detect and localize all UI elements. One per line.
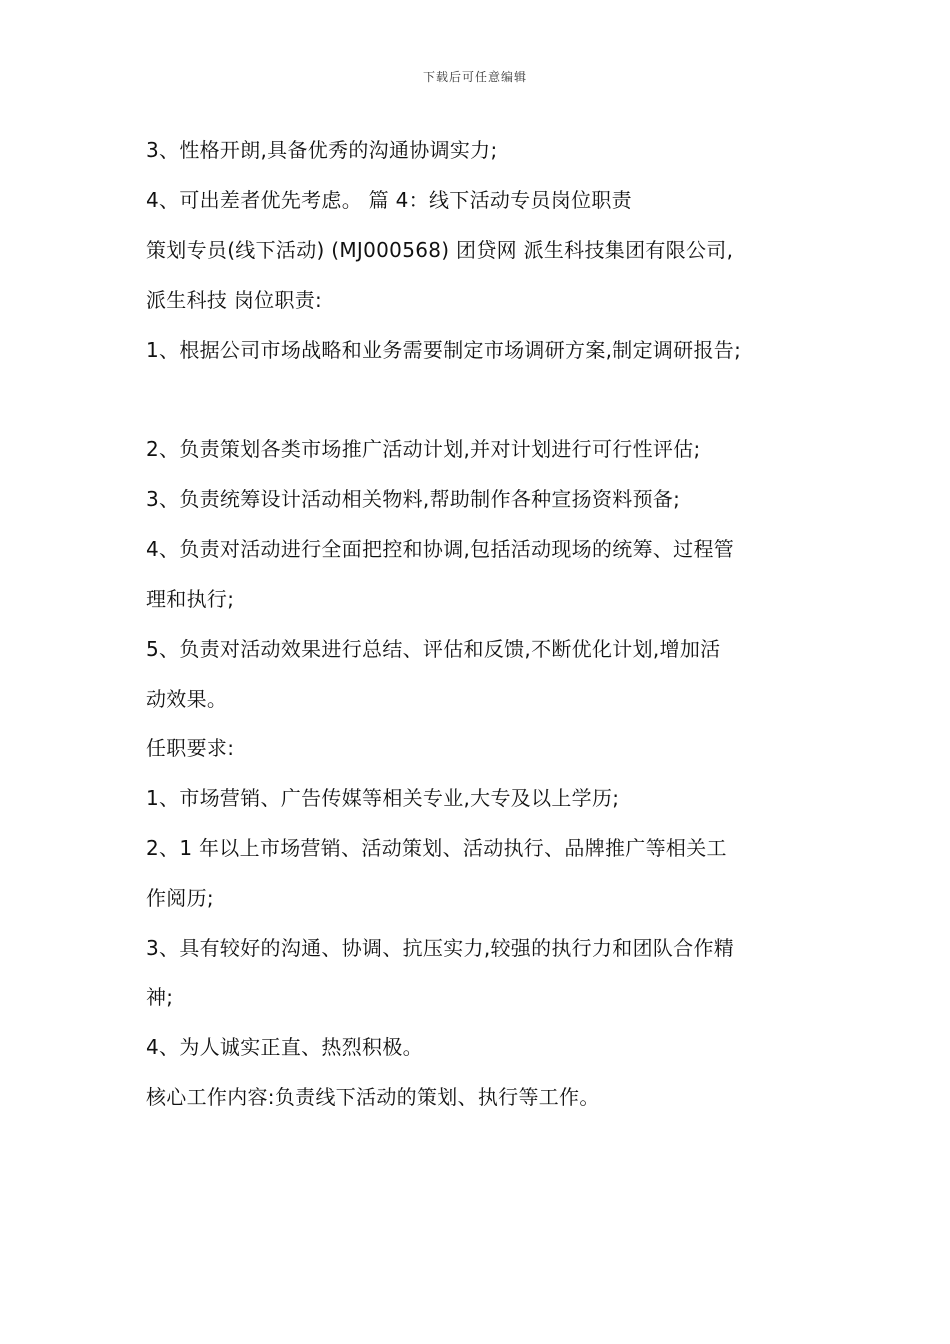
body-line: 3、负责统筹设计活动相关物料,帮助制作各种宣扬资料预备; <box>146 487 681 511</box>
body-line: 3、具有较好的沟通、协调、抗压实力,较强的执行力和团队合作精 <box>146 936 735 960</box>
body-line: 3、性格开朗,具备优秀的沟通协调实力; <box>146 138 498 162</box>
body-line: 策划专员(线下活动) (MJ000568) 团贷网 派生科技集团有限公司, <box>146 238 734 262</box>
body-line: 神; <box>146 985 174 1009</box>
body-line: 作阅历; <box>146 886 214 910</box>
body-line: 动效果。 <box>146 687 228 711</box>
page-header: 下载后可任意编辑 <box>422 70 527 84</box>
body-line: 4、为人诚实正直、热烈积极。 <box>146 1035 423 1059</box>
body-line: 1、市场营销、广告传媒等相关专业,大专及以上学历; <box>146 786 620 810</box>
body-line: 5、负责对活动效果进行总结、评估和反馈,不断优化计划,增加活 <box>146 637 721 661</box>
body-line: 核心工作内容:负责线下活动的策划、执行等工作。 <box>146 1085 600 1109</box>
body-line: 2、负责策划各类市场推广活动计划,并对计划进行可行性评估; <box>146 437 701 461</box>
body-line: 4、负责对活动进行全面把控和协调,包括活动现场的统筹、过程管 <box>146 537 735 561</box>
body-line: 理和执行; <box>146 587 235 611</box>
body-line: 派生科技 岗位职责: <box>146 288 323 312</box>
body-line: 任职要求: <box>146 736 235 760</box>
body-line: 2、1 年以上市场营销、活动策划、活动执行、品牌推广等相关工 <box>146 836 727 860</box>
body-line: 1、根据公司市场战略和业务需要制定市场调研方案,制定调研报告; <box>146 338 742 362</box>
body-line: 4、可出差者优先考虑。 篇 4：线下活动专员岗位职责 <box>146 188 632 212</box>
